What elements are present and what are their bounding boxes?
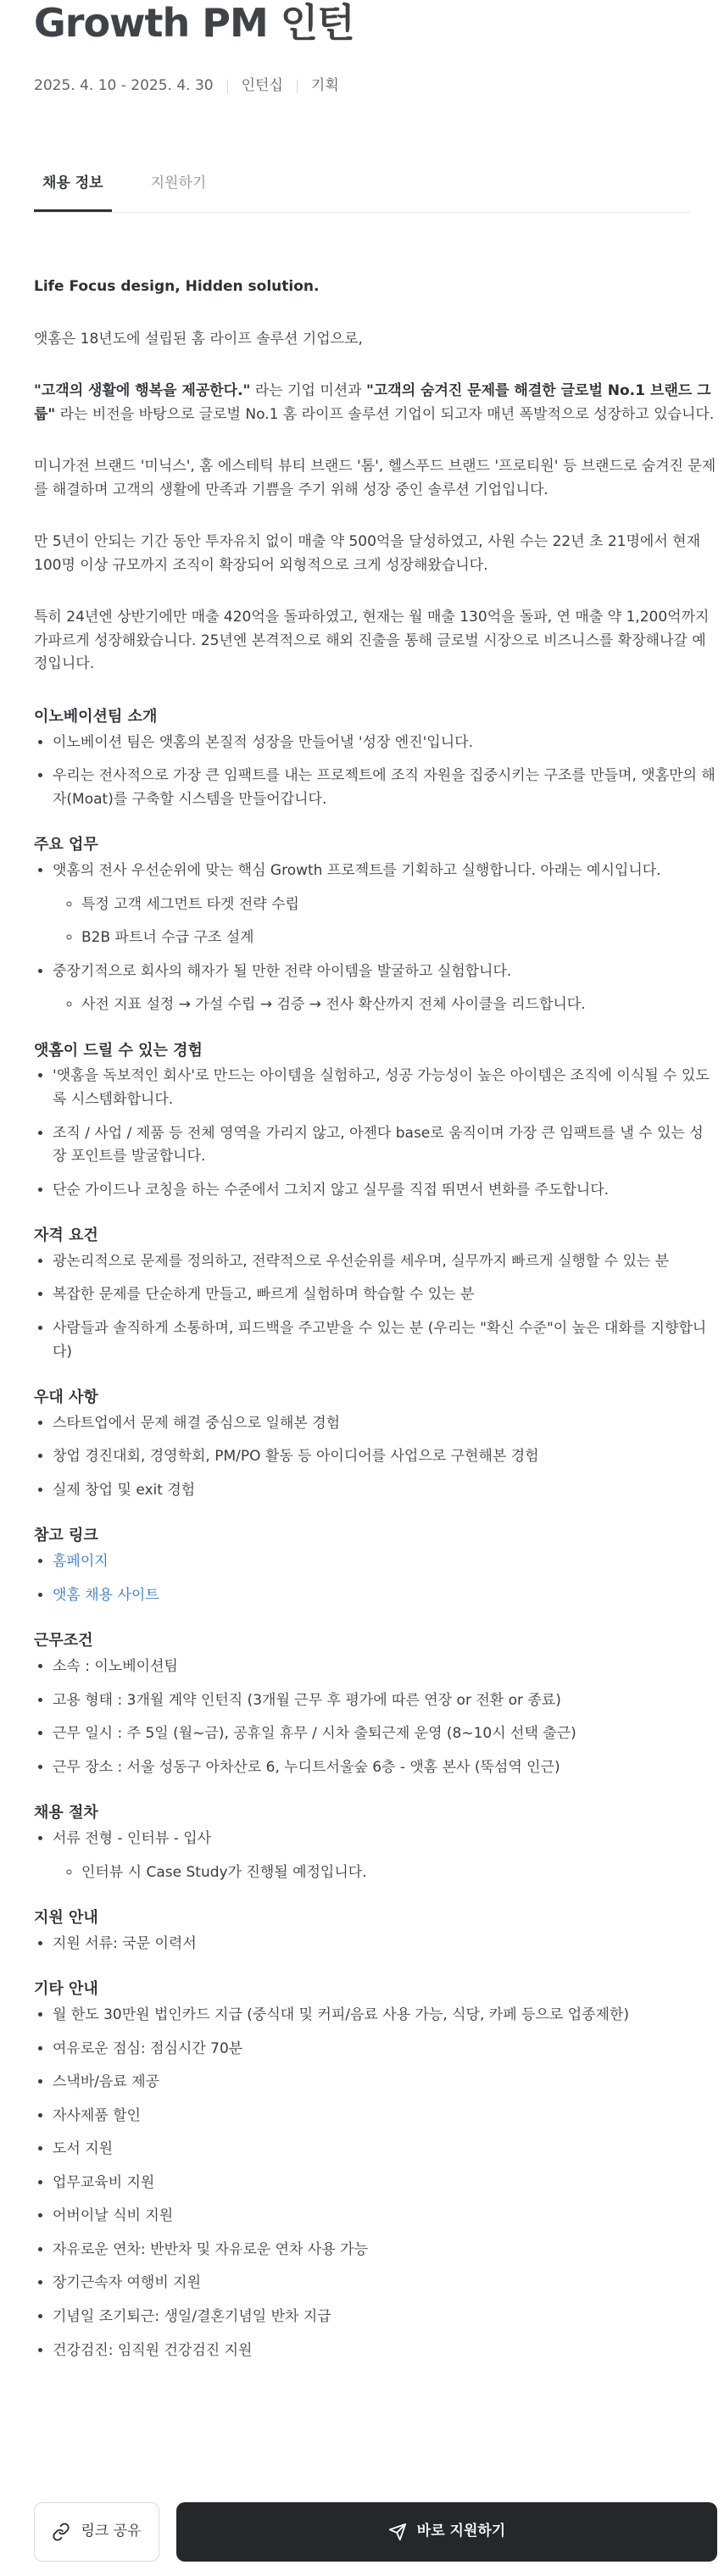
- share-link-button[interactable]: [34, 2502, 159, 2562]
- list-item: • 고용 형태 : 3개월 계약 인턴직 (3개월 근무 후 평가에 따른 연장 or 전환 or 종료): [53, 1689, 717, 1713]
- sub-list: [53, 893, 717, 950]
- share-button-label: 링크 공유: [81, 2523, 142, 2540]
- section-title-duties: 주요 업무: [34, 836, 98, 854]
- list-item: • 우리는 전사적으로 가장 큰 임팩트를 내는 프로젝트에 조직 자원을 집중시키는 구조를 만들며, 앳홈만의 해자(Moat)를 구축할 시스템을 만들어갑니다.: [53, 765, 717, 811]
- list-item: • '앳홈을 독보적인 회사'로 만드는 아이템을 실험하고, 성공 가능성이 높은 아이템은 조직에 이식될 수 있도록 시스템화합니다.: [53, 1065, 717, 1111]
- section-title-experience: 앳홈이 드릴 수 있는 경험: [34, 1041, 203, 1060]
- posting-period: 2025. 4. 10 - 2025. 4. 30: [34, 77, 214, 94]
- section-title-guide: 지원 안내: [34, 1909, 98, 1928]
- list-item: • 업무교육비 지원: [53, 2172, 717, 2195]
- job-description: [34, 275, 721, 2384]
- list-item: • 지원 서류: 국문 이력서: [53, 1933, 717, 1956]
- tab-job-info[interactable]: 채용 정보: [34, 166, 112, 212]
- list-item: • 복잡한 문제를 단순하게 만들고, 빠르게 실험하며 학습할 수 있는 분: [53, 1283, 717, 1307]
- intro-paragraph: 앳홈은 18년도에 설립된 홈 라이프 솔루션 기업으로,: [34, 330, 363, 348]
- list-item: • 소속 : 이노베이션팀: [53, 1655, 717, 1679]
- list-item-text: 앳홈의 전사 우선순위에 맞는 핵심 Growth 프로젝트를 기획하고 실행합니다. 아래는 예시입니다.: [53, 862, 661, 880]
- guide-list: [34, 1933, 721, 1956]
- intro-headline: Life Focus design, Hidden solution.: [34, 278, 320, 295]
- sub-list-item: ◦ B2B 파트너 수급 구조 설계: [81, 926, 709, 950]
- list-item: • 장기근속자 여행비 지원: [53, 2272, 717, 2295]
- etc-list: [34, 2004, 721, 2362]
- list-item: • 기념일 조기퇴근: 생일/결혼기념일 반차 지급: [53, 2306, 717, 2329]
- list-item: • 사람들과 솔직하게 소통하며, 피드백을 주고받을 수 있는 분 (우리는 "확신 수준"이 높은 대화를 지향합니다): [53, 1317, 717, 1364]
- list-item: • 실제 창업 및 exit 경험: [53, 1479, 717, 1503]
- vision-text: "고객의 숨겨진 문제를 해결한 글로벌 No.1 브랜드 그룹": [34, 382, 711, 423]
- links-list: [34, 1550, 721, 1607]
- duties-list: [34, 860, 721, 1017]
- meta-divider: [297, 80, 298, 93]
- sub-list: [53, 1861, 717, 1885]
- list-item: • 건강검진: 임직원 건강검진 지원: [53, 2340, 717, 2363]
- sub-list-item: ◦ 특정 고객 세그먼트 타겟 전략 수립: [81, 893, 709, 917]
- send-icon: [388, 2523, 407, 2541]
- intro-mission-paragraph: [34, 380, 717, 426]
- list-item: • 도서 지원: [53, 2138, 717, 2162]
- list-item: • 자사제품 할인: [53, 2105, 717, 2128]
- section-title-qualifications: 자격 요건: [34, 1227, 98, 1245]
- list-item: • 스타트업에서 문제 해결 중심으로 일해본 경험: [53, 1412, 717, 1436]
- intro-paragraph: 특히 24년엔 상반기에만 매출 420억을 돌파하였고, 현재는 월 매출 130억을 돌파, 연 매출 약 1,200억까지 가파르게 성장해왔습니다. 25년엔 본격적으로 해외 진출을 통해 글로벌 시장으로 비즈니스를 확장해나갈 예정입니다.: [34, 609, 710, 673]
- list-item-text: 중장기적으로 회사의 해자가 될 만한 전략 아이템을 발굴하고 실험합니다.: [53, 962, 512, 980]
- mission-text: "고객의 생활에 행복을 제공한다.": [34, 382, 251, 400]
- list-item: [53, 1550, 717, 1574]
- experience-list: [34, 1065, 721, 1202]
- list-item: • 근무 장소 : 서울 성동구 아차산로 6, 누디트서울숲 6층 - 앳홈 본사 (뚝섬역 인근): [53, 1756, 717, 1780]
- list-item: • 어버이날 식비 지원: [53, 2205, 717, 2228]
- list-item: • 이노베이션 팀은 앳홈의 본질적 성장을 만들어낼 '성장 엔진'입니다.: [53, 732, 717, 755]
- meta-divider: [227, 80, 228, 93]
- team-list: [34, 732, 721, 812]
- list-item: • 조직 / 사업 / 제품 등 전체 영역을 가리지 않고, 아젠다 base로 움직이며 가장 큰 임팩트를 낼 수 있는 성장 포인트를 발굴합니다.: [53, 1122, 717, 1169]
- list-item: [53, 860, 717, 950]
- vision-tail: 라는 비전을 바탕으로 글로벌 No.1 홈 라이프 솔루션 기업이 되고자 매년 폭발적으로 성장하고 있습니다.: [55, 405, 715, 423]
- section-title-links: 참고 링크: [34, 1527, 98, 1545]
- list-item: [53, 1584, 717, 1608]
- section-title-etc: 기타 안내: [34, 1980, 98, 1999]
- tab-apply[interactable]: 지원하기: [150, 175, 207, 192]
- list-item: • 여유로운 점심: 점심시간 70분: [53, 2038, 717, 2061]
- list-item: [53, 1828, 717, 1884]
- section-title-conditions: 근무조건: [34, 1632, 93, 1650]
- list-item: [53, 960, 717, 1017]
- list-item: • 월 한도 30만원 법인카드 지급 (중식대 및 커피/음료 사용 가능, 식당, 카페 등으로 업종제한): [53, 2004, 717, 2028]
- posting-category: 기획: [310, 77, 339, 94]
- posting-type: 인턴십: [241, 77, 283, 94]
- apply-now-button[interactable]: [176, 2502, 717, 2562]
- careers-site-link[interactable]: 앳홈 채용 사이트: [53, 1586, 159, 1604]
- action-bar: [34, 2502, 717, 2563]
- list-item: • 자유로운 연차: 반반차 및 자유로운 연차 사용 가능: [53, 2239, 717, 2262]
- section-title-process: 채용 절차: [34, 1804, 98, 1822]
- link-icon: [52, 2523, 70, 2541]
- intro-paragraph: 미니가전 브랜드 '미닉스', 홈 에스테틱 뷰티 브랜드 '톰', 헬스푸드 브랜드 '프로티원' 등 브랜드로 숨겨진 문제를 해결하며 고객의 생활에 만족과 기쁨을 주기 위해 성장 중인 솔루션 기업입니다.: [34, 458, 716, 498]
- sub-list-item: ◦ 사전 지표 설정 → 가설 수립 → 검증 → 전사 확산까지 전체 사이클을 리드합니다.: [81, 993, 709, 1017]
- section-title-team: 이노베이션팀 소개: [34, 707, 158, 726]
- preferred-list: [34, 1412, 721, 1503]
- apply-button-label: 바로 지원하기: [416, 2523, 506, 2540]
- page-title: Growth PM 인턴: [34, 0, 354, 46]
- list-item: • 근무 일시 : 주 5일 (월~금), 공휴일 휴무 / 시차 출퇴근제 운영 (8~10시 선택 출근): [53, 1722, 717, 1746]
- list-item: • 창업 경진대회, 경영학회, PM/PO 활동 등 아이디어를 사업으로 구현해본 경험: [53, 1445, 717, 1469]
- list-item: • 스낵바/음료 제공: [53, 2071, 717, 2095]
- homepage-link[interactable]: 홈페이지: [53, 1553, 109, 1571]
- list-item: • 단순 가이드나 코칭을 하는 수준에서 그치지 않고 실무를 직접 뛰면서 변화를 주도합니다.: [53, 1179, 717, 1203]
- intro-paragraph: 만 5년이 안되는 기간 동안 투자유치 없이 매출 약 500억을 달성하였고, 사원 수는 22년 초 21명에서 현재 100명 이상 규모까지 조직이 확장되어 외형적으로 크게 성장해왔습니다.: [34, 533, 701, 574]
- list-item: • 광논리적으로 문제를 정의하고, 전략적으로 우선순위를 세우며, 실무까지 빠르게 실행할 수 있는 분: [53, 1250, 717, 1274]
- posting-meta: [34, 75, 339, 98]
- conditions-list: [34, 1655, 721, 1779]
- qualifications-list: [34, 1250, 721, 1364]
- list-item-text: 서류 전형 - 인터뷰 - 입사: [53, 1830, 212, 1848]
- process-list: [34, 1828, 721, 1884]
- sub-list: [53, 993, 717, 1017]
- mission-connector: 라는 기업 미션과: [250, 382, 366, 400]
- section-title-preferred: 우대 사항: [34, 1388, 98, 1407]
- sub-list-item: ◦ 인터뷰 시 Case Study가 진행될 예정입니다.: [81, 1861, 709, 1885]
- tab-bar: [34, 166, 690, 213]
